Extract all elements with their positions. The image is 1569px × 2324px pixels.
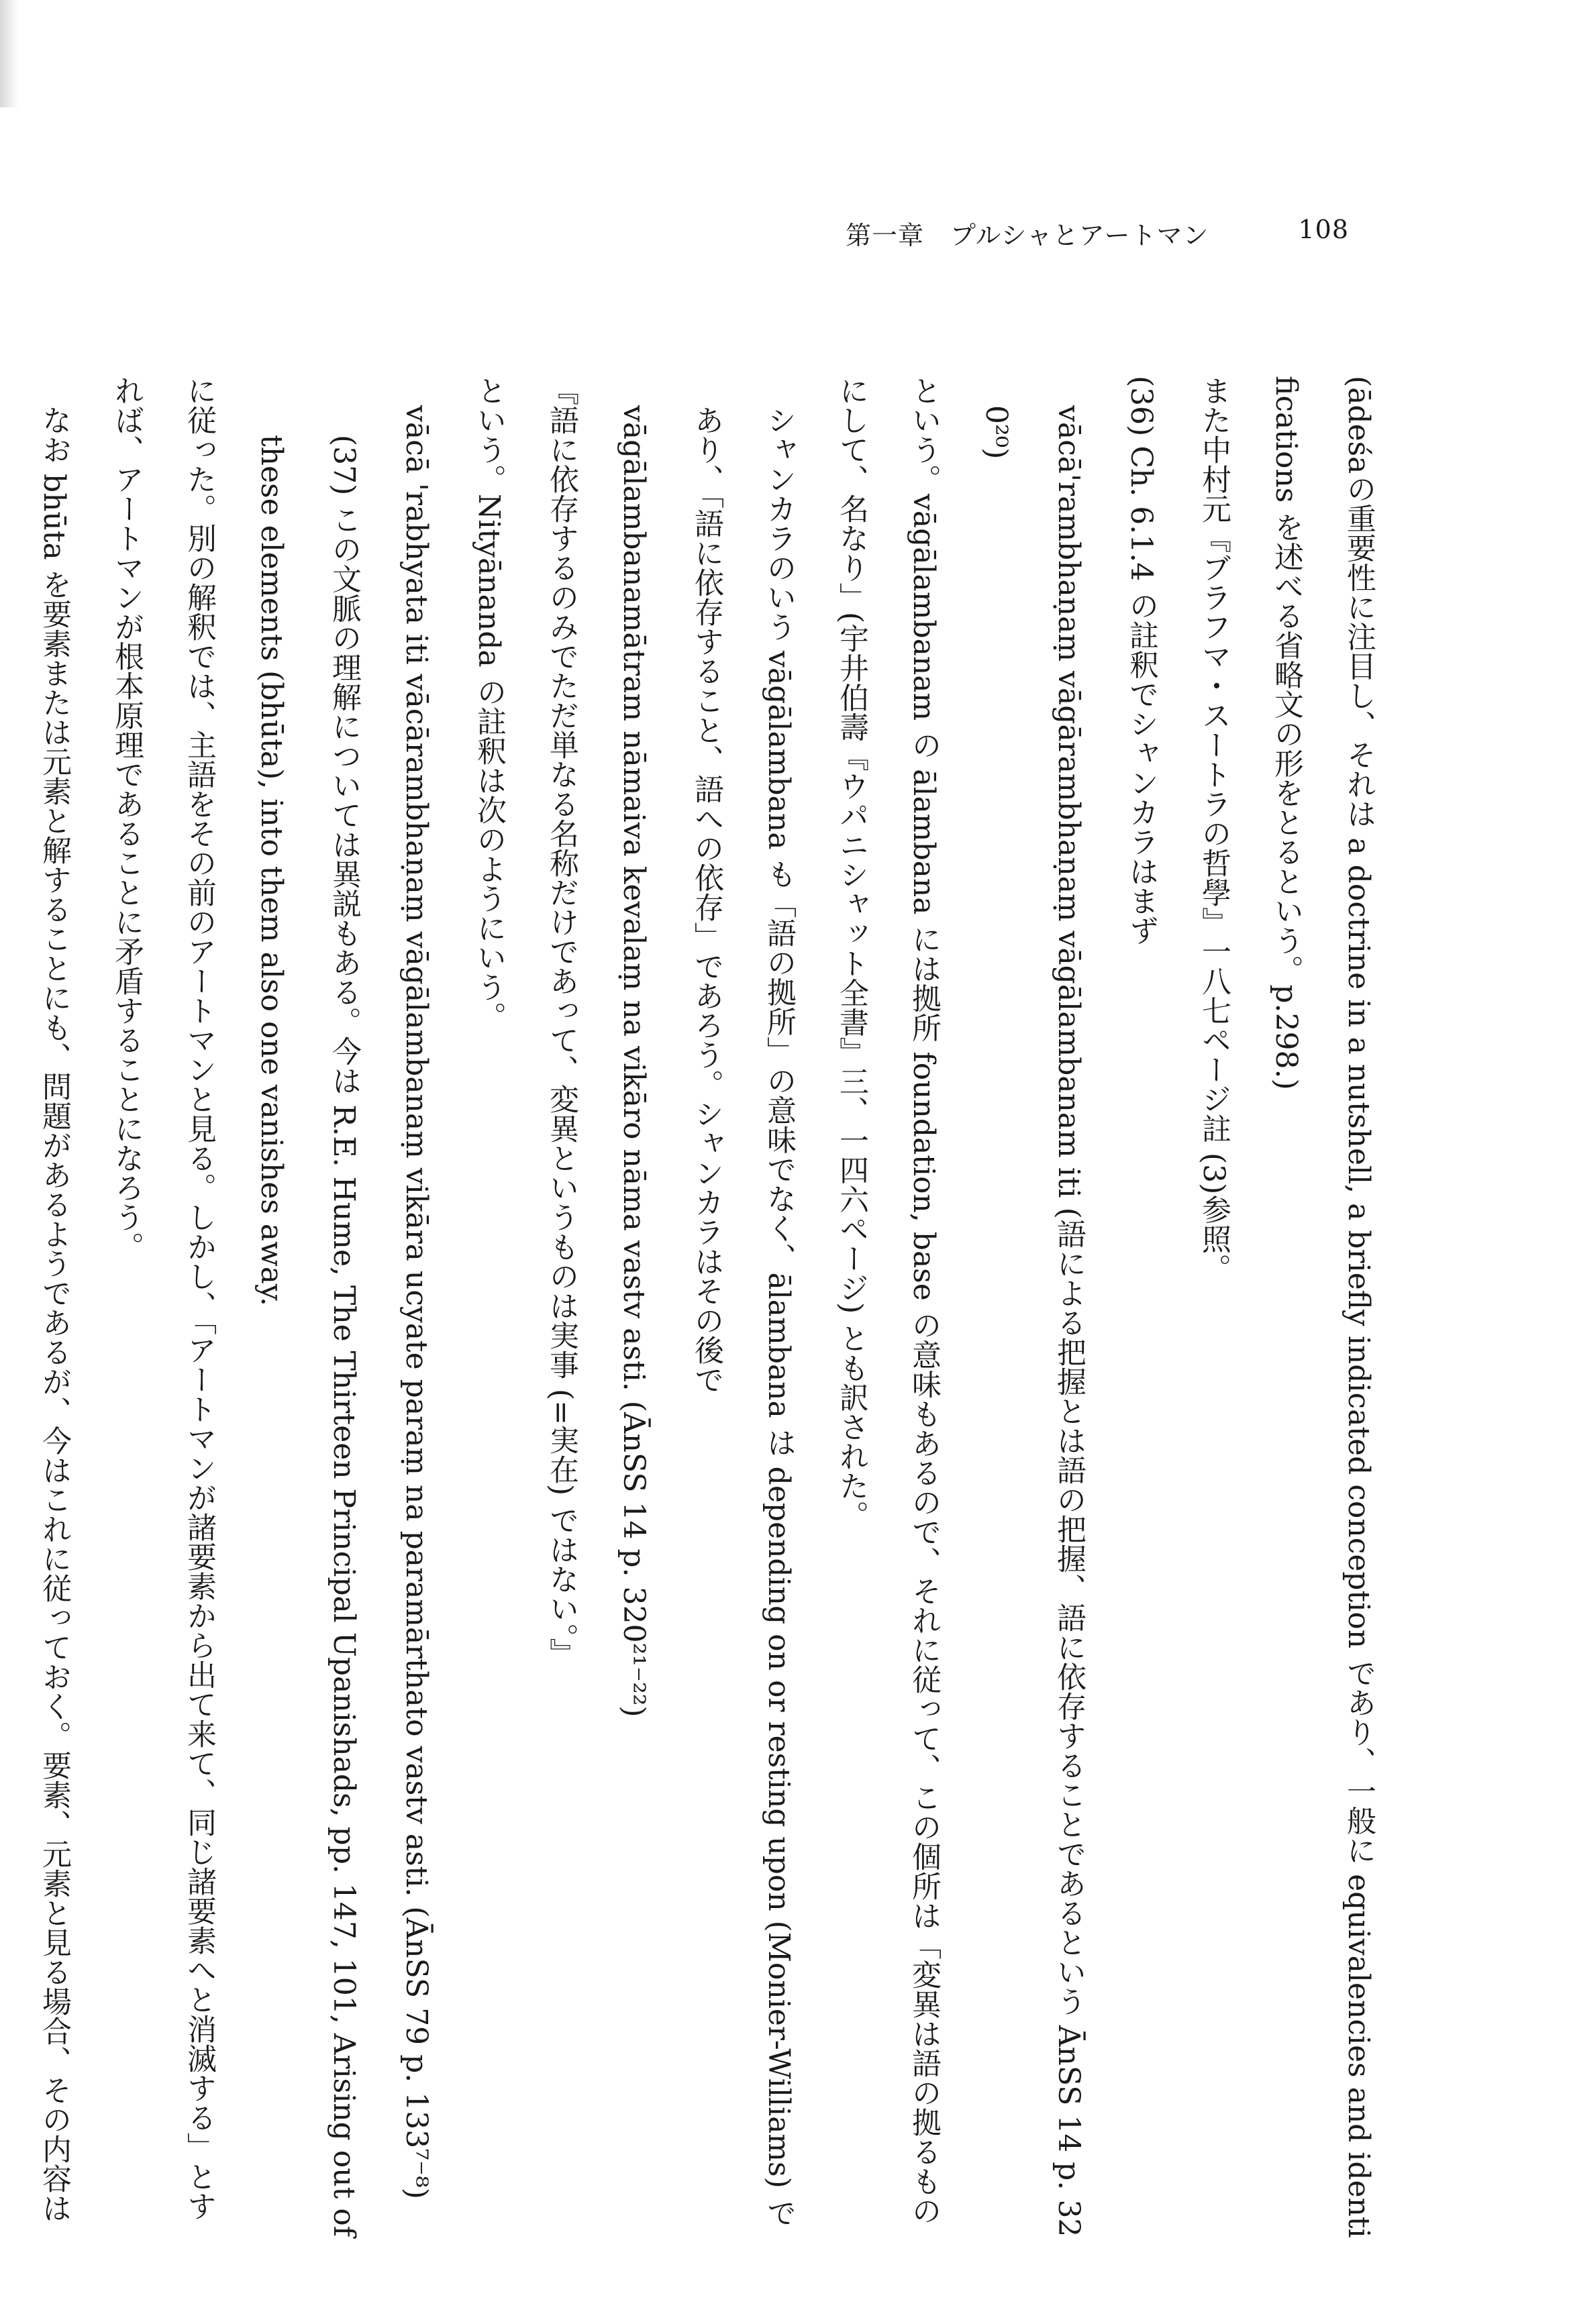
note-36-quote-3: vācā 'rabhyata iti vācārambhaṇaṃ vāgālambanaṃ vikāra ucyate paraṃ na paramārthato vastv asti. (ĀnSS 79 p. 133⁷⁻⁸) [399,405,434,2199]
note-37-intro [235,435,380,2241]
running-head [846,215,1349,252]
note-36-quote-2: vāgālambanamātram nāmaiva kevalaṃ na vikāro nāma vastv asti. (ĀnSS 14 p. 320²¹⁻²²) [617,405,651,1718]
note-36-intro [1105,376,1177,2241]
page-number: 108 [1298,215,1349,244]
note-37-number: (37) [327,435,361,496]
note-36-quote-1: vācā'rambhaṇaṃ vāgārambhaṇaṃ vāgālambanam iti (語による把握とは語の把握、語に依存することであるという ĀnSS 14 p. 320²⁰) [979,405,1086,2237]
scan-edge-shadow [0,0,19,107]
note-36-body-2: シャンカラのいう vāgālambana も「語の拠所」の意味でなく、ālambana は depending on or resting upon (Monier-Williams) であり、「語に依存すること、語への依存」であろう。シャンカラはその後で [689,405,796,2227]
note-36-body-3: という。Nityānanda の註釈は次のようにいう。 [472,376,506,1031]
note-36-lead: Ch. 6.1.4 の註釈でシャンカラはまず [1124,445,1158,945]
main-text [37,376,1395,2241]
note-36-translation: 『語に依存するのみでただ単なる名称だけであって、変異というものは実事 (=実在) ではない。』 [544,376,578,1668]
note-36-body-1: という。vāgālambanam の ālambana には拠所 foundation, base の意味もあるので、それに従って、この個所は「変異は語の拠るものにして、名なり」(宇井伯壽『ウパニシャット全書』三、一四六ページ) とも訳された。 [834,376,941,2225]
note-37-body-2: なお bhūta を要素または元素と解することにも、問題があるようであるが、今はこれに従っておく。要素、元素と見る場合、その内容は [37,405,71,2223]
paragraph-adesa: (ādeśaの重要性に注目し、それは a doctrine in a nutshell, a briefly indicated conception であり、一般に equivalencies and identifications を述べる省略文の形をとるという。p.298.) [1269,376,1376,2238]
note-36-number: (36) [1124,376,1158,437]
paragraph-nakamura-ref: また中村元『ブラフマ・スートラの哲學』一八七ページ註 (3)参照。 [1197,376,1231,1283]
note-37-lead: この文脈の理解については異説もある。今は R.E. Hume, The Thirteen Principal Upanishads, pp. 147, 101, Arising out of these elements (bhūta), into them also one vanishes away. [254,435,361,2237]
chapter-title: 第一章 プルシャとアートマン [846,221,1209,250]
note-37-body-1: に従った。別の解釈では、主語をその前のアートマンと見る。しかし、「アートマンが諸要素から出て来て、同じ諸要素へと消滅する」とすれば、アートマンが根本原理であることに矛盾することになろう。 [109,376,216,2221]
